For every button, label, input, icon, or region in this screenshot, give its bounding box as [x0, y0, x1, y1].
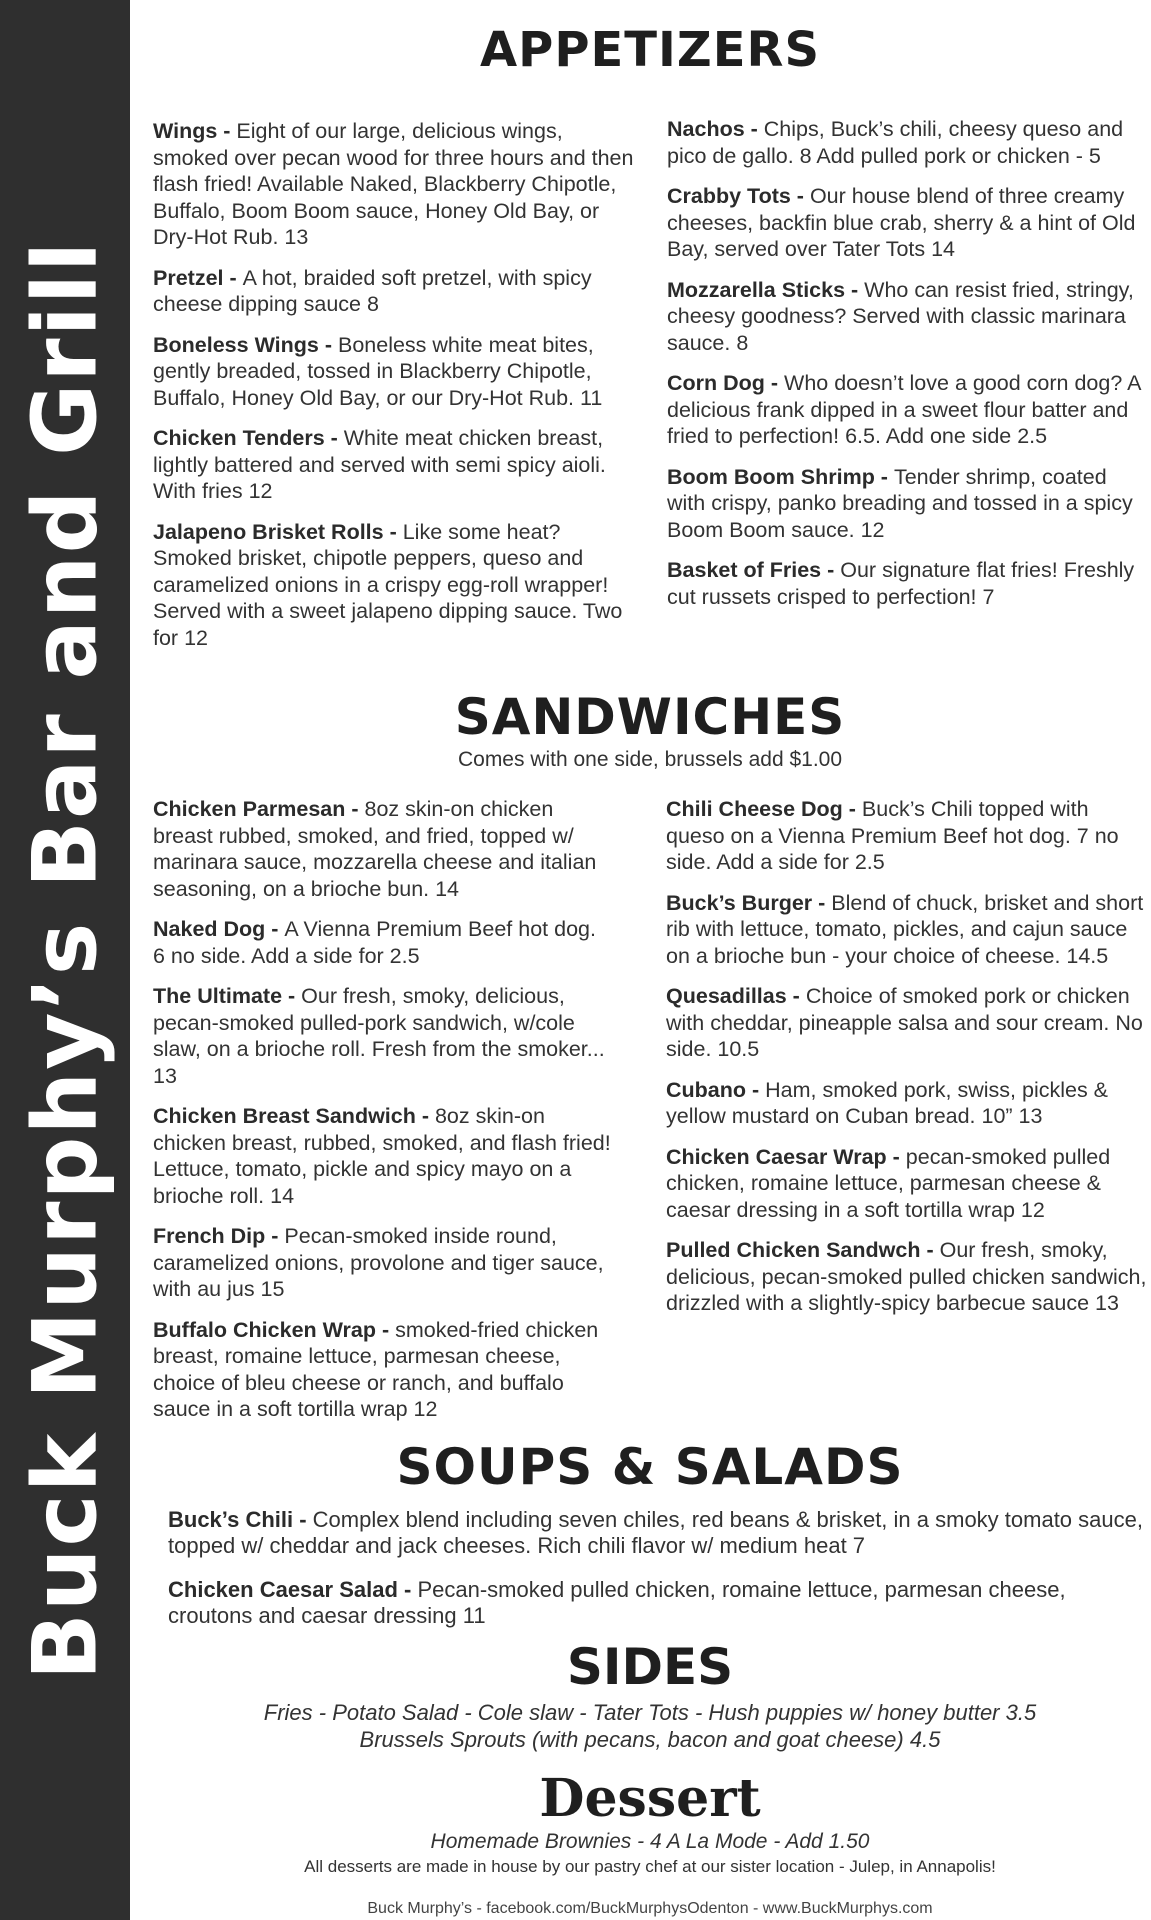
menu-item: Nachos - Chips, Buck’s chili, cheesy queso and pico de gallo. 8 Add pulled pork or chicken - 5 [667, 117, 1124, 168]
menu-item: Jalapeno Brisket Rolls - Like some heat? Smoked brisket, chipotle peppers, queso and caramelized onions in a crispy egg-roll wrapper! Served with a sweet jalapeno dipping sauce. Two for 12 [153, 519, 623, 650]
menu-item: Cubano - Ham, smoked pork, swiss, pickles & yellow mustard on Cuban bread. 10” 13 [666, 1077, 1109, 1128]
menu-item: Chicken Breast Sandwich - 8oz skin-on chicken breast, rubbed, smoked, and flash fried! Lettuce, tomato, pickle and spicy mayo on a brioche roll. 14 [153, 1104, 611, 1208]
menu-item: Basket of Fries - Our signature flat fries! Freshly cut russets crisped to perfection! 7 [667, 558, 1135, 609]
menu-item: Chili Cheese Dog - Buck’s Chili topped with queso on a Vienna Premium Beef hot dog. 7 no side. Add a side for 2.5 [666, 797, 1119, 874]
menu-item: Chicken Caesar Salad - Pecan-smoked pulled chicken, romaine lettuce, parmesan cheese, croutons and caesar dressing 11 [168, 1577, 1066, 1628]
restaurant-name: Buck Murphy’s Bar and Grill [13, 239, 117, 1681]
menu-item: Pulled Chicken Sandwch - Our fresh, smoky, delicious, pecan-smoked pulled chicken sandwich, drizzled with a slightly-spicy barbecue sauce 13 [666, 1238, 1147, 1315]
menu-item: Wings - Eight of our large, delicious wings, smoked over pecan wood for three hours and then flash fried! Available Naked, Blackberry Chipotle, Buffalo, Boom Boom sauce, Honey Old Bay, or Dry-Hot Rub. 13 [153, 119, 634, 249]
dessert-line: Homemade Brownies - 4 A La Mode - Add 1.50 [430, 1830, 870, 1853]
sides-list [150, 1699, 1150, 1753]
sides-line-2: Brussels Sprouts (with pecans, bacon and goat cheese) 4.5 [359, 1727, 941, 1752]
sandwiches-right-column [666, 796, 1148, 1331]
menu-item: Quesadillas - Choice of smoked pork or chicken with cheddar, pineapple salsa and sour cream. No side. 10.5 [666, 984, 1143, 1061]
menu-item: Buck’s Chili - Complex blend including seven chiles, red beans & brisket, in a smoky tomato sauce, topped w/ cheddar and jack cheeses. Rich chili flavor w/ medium heat 7 [168, 1507, 1143, 1558]
dessert-heading: Dessert [539, 1768, 761, 1829]
footer: Buck Murphy’s - facebook.com/BuckMurphysOdenton - www.BuckMurphys.com [367, 1900, 933, 1917]
sandwiches-subheading: Comes with one side, brussels add $1.00 [457, 748, 843, 771]
dessert-note: All desserts are made in house by our pastry chef at our sister location - Julep, in Annapolis! [304, 1857, 996, 1876]
menu-item: Chicken Caesar Wrap - pecan-smoked pulled chicken, romaine lettuce, parmesan cheese & caesar dressing in a soft tortilla wrap 12 [666, 1144, 1111, 1222]
menu-item: Buffalo Chicken Wrap - smoked-fried chicken breast, romaine lettuce, parmesan cheese, choice of bleu cheese or ranch, and buffalo sauce in a soft tortilla wrap 12 [153, 1317, 599, 1421]
menu-item: Mozzarella Sticks - Who can resist fried, stringy, cheesy goodness? Served with classic marinara sauce. 8 [667, 277, 1134, 355]
menu-item: Chicken Tenders - White meat chicken breast, lightly battered and served with semi spicy aioli. With fries 12 [153, 426, 606, 503]
menu-item: Crabby Tots - Our house blend of three creamy cheeses, backfin blue crab, sherry & a hint of Old Bay, served over Tater Tots 14 [667, 184, 1136, 261]
sides-line-1: Fries - Potato Salad - Cole slaw - Tater Tots - Hush puppies w/ honey butter 3.5 [263, 1700, 1037, 1725]
menu-item: Naked Dog - A Vienna Premium Beef hot dog. 6 no side. Add a side for 2.5 [153, 917, 596, 968]
appetizers-left-column [153, 118, 643, 665]
sandwiches-left-column [153, 796, 613, 1437]
soups-salads-heading: SOUPS & SALADS [396, 1438, 904, 1496]
sandwiches-heading: SANDWICHES [454, 688, 846, 746]
sidebar-banner [0, 0, 130, 1920]
soups-salads-list [168, 1507, 1148, 1647]
menu-item: French Dip - Pecan-smoked inside round, caramelized onions, provolone and tiger sauce, with au jus 15 [153, 1224, 604, 1301]
menu-item: Buck’s Burger - Blend of chuck, brisket and short rib with lettuce, tomato, pickles, and cajun sauce on a brioche bun - your choice of cheese. 14.5 [666, 890, 1144, 968]
appetizers-right-column [667, 116, 1147, 624]
menu-item: Corn Dog - Who doesn’t love a good corn dog? A delicious frank dipped in a sweet flour batter and fried to perfection! 6.5. Add one side 2.5 [667, 371, 1141, 448]
menu-item: Pretzel - A hot, braided soft pretzel, with spicy cheese dipping sauce 8 [153, 265, 592, 316]
menu-item: Chicken Parmesan - 8oz skin-on chicken breast rubbed, smoked, and fried, topped w/ marinara sauce, mozzarella cheese and italian seasoning, on a brioche bun. 14 [153, 797, 597, 901]
sides-heading: SIDES [566, 1638, 734, 1696]
appetizers-heading: APPETIZERS [479, 22, 821, 78]
menu-item: Boneless Wings - Boneless white meat bites, gently breaded, tossed in Blackberry Chipotle, Buffalo, Honey Old Bay, or our Dry-Hot Rub. 11 [153, 332, 603, 410]
menu-item: Boom Boom Shrimp - Tender shrimp, coated with crispy, panko breading and tossed in a spicy Boom Boom sauce. 12 [667, 464, 1133, 542]
menu-item: The Ultimate - Our fresh, smoky, delicious, pecan-smoked pulled-pork sandwich, w/cole slaw, on a brioche roll. Fresh from the smoker... 13 [153, 984, 605, 1088]
